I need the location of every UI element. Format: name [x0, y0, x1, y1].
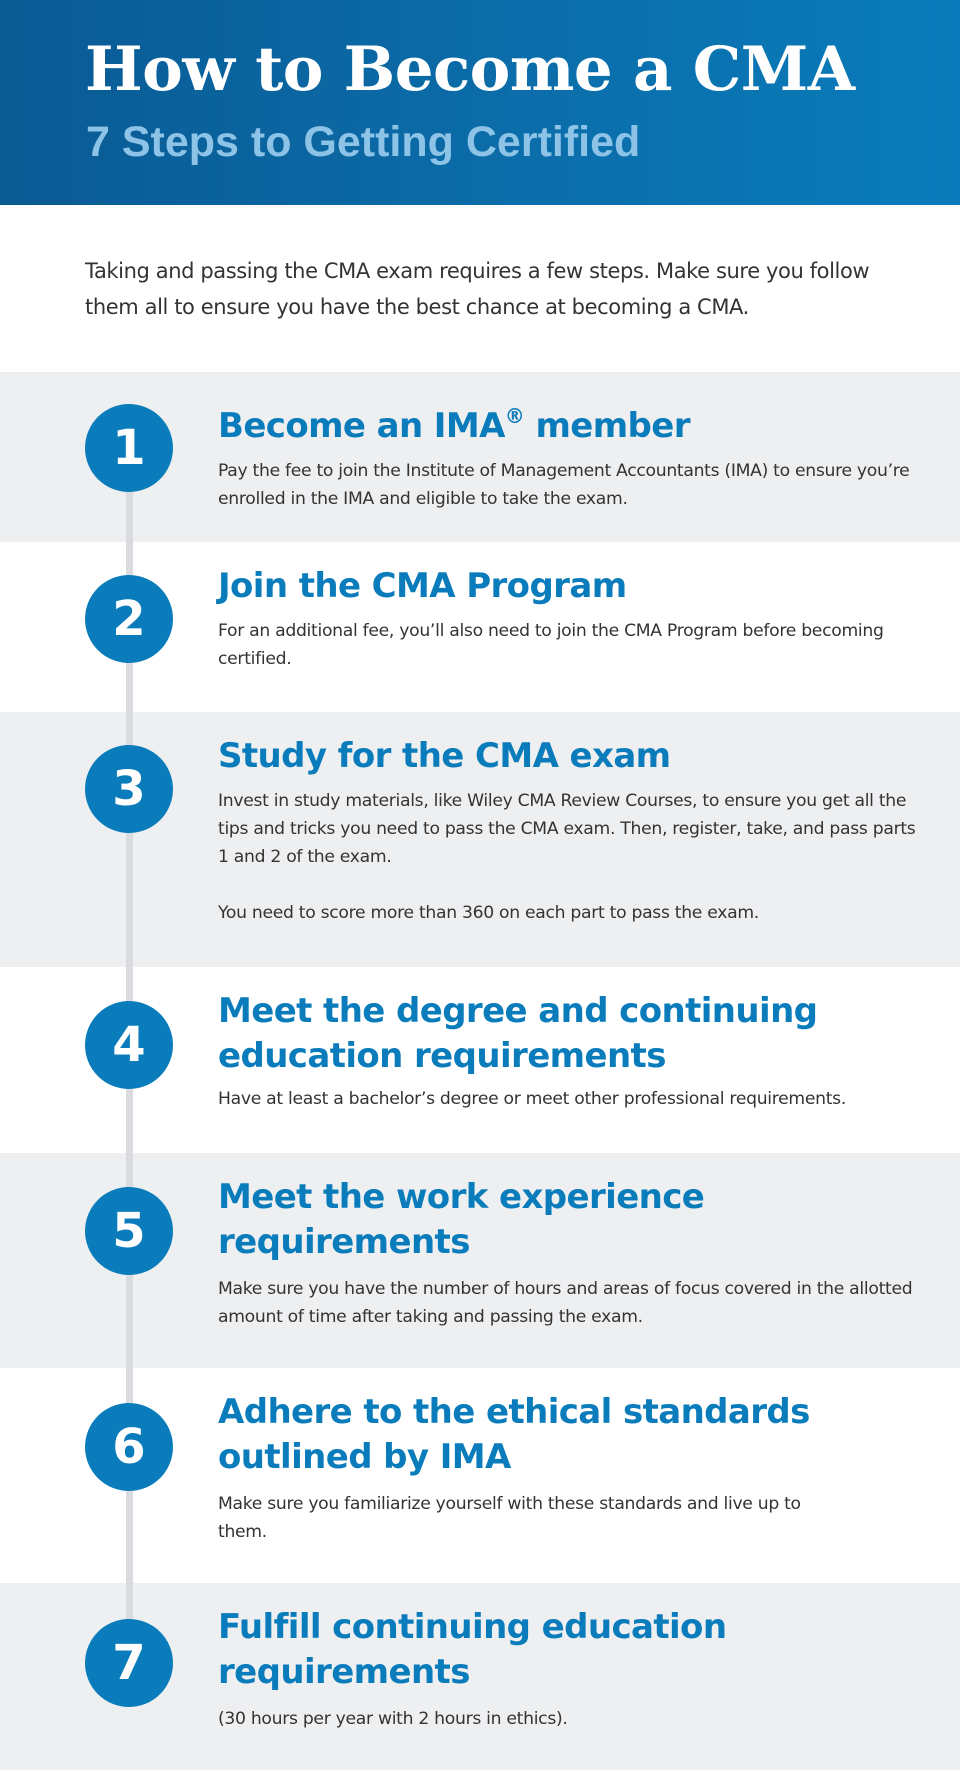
intro-section	[0, 205, 960, 372]
step-description: Have at least a bachelor’s degree or meet other professional requirements.	[218, 1089, 846, 1109]
step-description: (30 hours per year with 2 hours in ethics).	[218, 1709, 568, 1729]
step-number-badge: 1	[85, 404, 173, 492]
step-title: Fulfill continuing education requirements	[218, 1607, 727, 1692]
step-description: Pay the fee to join the Institute of Management Accountants (IMA) to ensure you’re enrolled in the IMA and eligible to take the exam.	[218, 461, 910, 509]
step-description: For an additional fee, you’ll also need to join the CMA Program before becoming certified.	[218, 621, 884, 669]
step-2	[0, 542, 960, 712]
steps-timeline	[0, 372, 960, 1770]
step-note: You need to score more than 360 on each part to pass the exam.	[218, 903, 759, 923]
step-description: Make sure you have the number of hours and areas of focus covered in the allotted amount of time after taking and passing the exam.	[218, 1279, 913, 1327]
step-title: Become an IMA® member	[218, 404, 690, 446]
step-title: Study for the CMA exam	[218, 736, 671, 776]
page-title: How to Become a CMA	[85, 34, 855, 105]
step-number-badge: 6	[85, 1403, 173, 1491]
intro-text: Taking and passing the CMA exam requires a few steps. Make sure you follow them all to ensure you have the best chance at becoming a CMA.	[85, 259, 870, 319]
step-title: Meet the work experience requirements	[218, 1177, 705, 1262]
registered-trademark-icon: ®	[504, 404, 525, 428]
step-title: Adhere to the ethical standards outlined by IMA	[218, 1392, 810, 1477]
step-4	[0, 967, 960, 1153]
step-description: Invest in study materials, like Wiley CMA Review Courses, to ensure you get all the tips and tricks you need to pass the CMA exam. Then, register, take, and pass parts 1 and 2 of the exam.	[218, 791, 916, 867]
page-subtitle: 7 Steps to Getting Certified	[86, 118, 641, 166]
step-3	[0, 712, 960, 967]
step-title: Meet the degree and continuing education requirements	[218, 991, 818, 1076]
step-5	[0, 1153, 960, 1368]
step-description: Make sure you familiarize yourself with these standards and live up to them.	[218, 1494, 801, 1542]
step-title: Join the CMA Program	[218, 566, 627, 606]
step-number-badge: 4	[85, 1001, 173, 1089]
step-1	[0, 372, 960, 542]
step-7	[0, 1583, 960, 1770]
step-number-badge: 7	[85, 1619, 173, 1707]
step-number-badge: 5	[85, 1187, 173, 1275]
step-6	[0, 1368, 960, 1583]
step-number-badge: 3	[85, 745, 173, 833]
page-header	[0, 0, 960, 205]
step-number-badge: 2	[85, 575, 173, 663]
